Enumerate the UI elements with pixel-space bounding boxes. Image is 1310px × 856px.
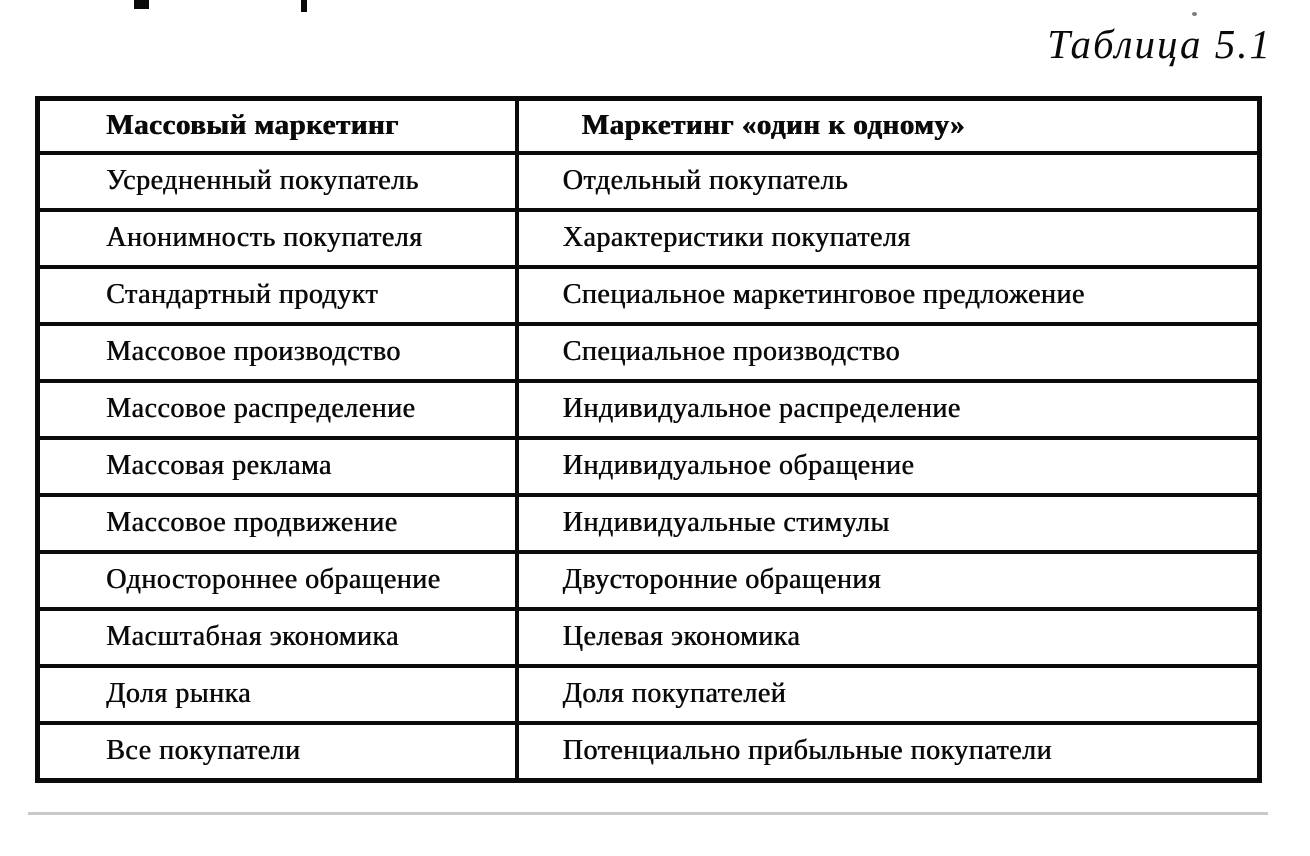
cell-one-to-one: Отдельный покупатель [517, 153, 1260, 210]
cell-one-to-one: Целевая экономика [517, 609, 1260, 666]
table-row [38, 381, 1260, 438]
cell-mass-marketing: Одностороннее обращение [38, 552, 517, 609]
cell-mass-marketing: Усредненный покупатель [38, 153, 517, 210]
cell-mass-marketing: Массовое производство [38, 324, 517, 381]
cell-one-to-one: Потенциально прибыльные покупатели [517, 723, 1260, 781]
cell-mass-marketing: Массовое распределение [38, 381, 517, 438]
table-caption: Таблица 5.1 [1047, 21, 1272, 67]
cell-mass-marketing: Масштабная экономика [38, 609, 517, 666]
table-row [38, 438, 1260, 495]
cell-mass-marketing: Стандартный продукт [38, 267, 517, 324]
cropped-text-fragment [134, 0, 149, 9]
cell-one-to-one: Специальное маркетинговое предложение [517, 267, 1260, 324]
table-row [38, 210, 1260, 267]
cell-mass-marketing: Доля рынка [38, 666, 517, 723]
header-mass-marketing: Массовый маркетинг [38, 99, 517, 154]
table-row [38, 267, 1260, 324]
cell-mass-marketing: Анонимность покупателя [38, 210, 517, 267]
table-row [38, 609, 1260, 666]
cropped-text-fragment [301, 0, 307, 12]
table-row [38, 666, 1260, 723]
table-row [38, 495, 1260, 552]
table-row [38, 153, 1260, 210]
cell-mass-marketing: Массовое продвижение [38, 495, 517, 552]
cell-mass-marketing: Все покупатели [38, 723, 517, 781]
cell-one-to-one: Двусторонние обращения [517, 552, 1260, 609]
cell-one-to-one: Индивидуальное распределение [517, 381, 1260, 438]
cell-one-to-one: Специальное производство [517, 324, 1260, 381]
cell-one-to-one: Характеристики покупателя [517, 210, 1260, 267]
table-row [38, 723, 1260, 781]
header-one-to-one-marketing: Маркетинг «один к одному» [517, 99, 1260, 154]
table-body [38, 153, 1260, 781]
table-header [38, 99, 1260, 154]
table-row [38, 324, 1260, 381]
cell-one-to-one: Индивидуальные стимулы [517, 495, 1260, 552]
header-row [38, 99, 1260, 154]
comparison-table [35, 96, 1262, 783]
cell-one-to-one: Доля покупателей [517, 666, 1260, 723]
cell-mass-marketing: Массовая реклама [38, 438, 517, 495]
scan-speck [1192, 12, 1197, 16]
table-row [38, 552, 1260, 609]
cell-one-to-one: Индивидуальное обращение [517, 438, 1260, 495]
scan-echo-line [28, 812, 1268, 815]
